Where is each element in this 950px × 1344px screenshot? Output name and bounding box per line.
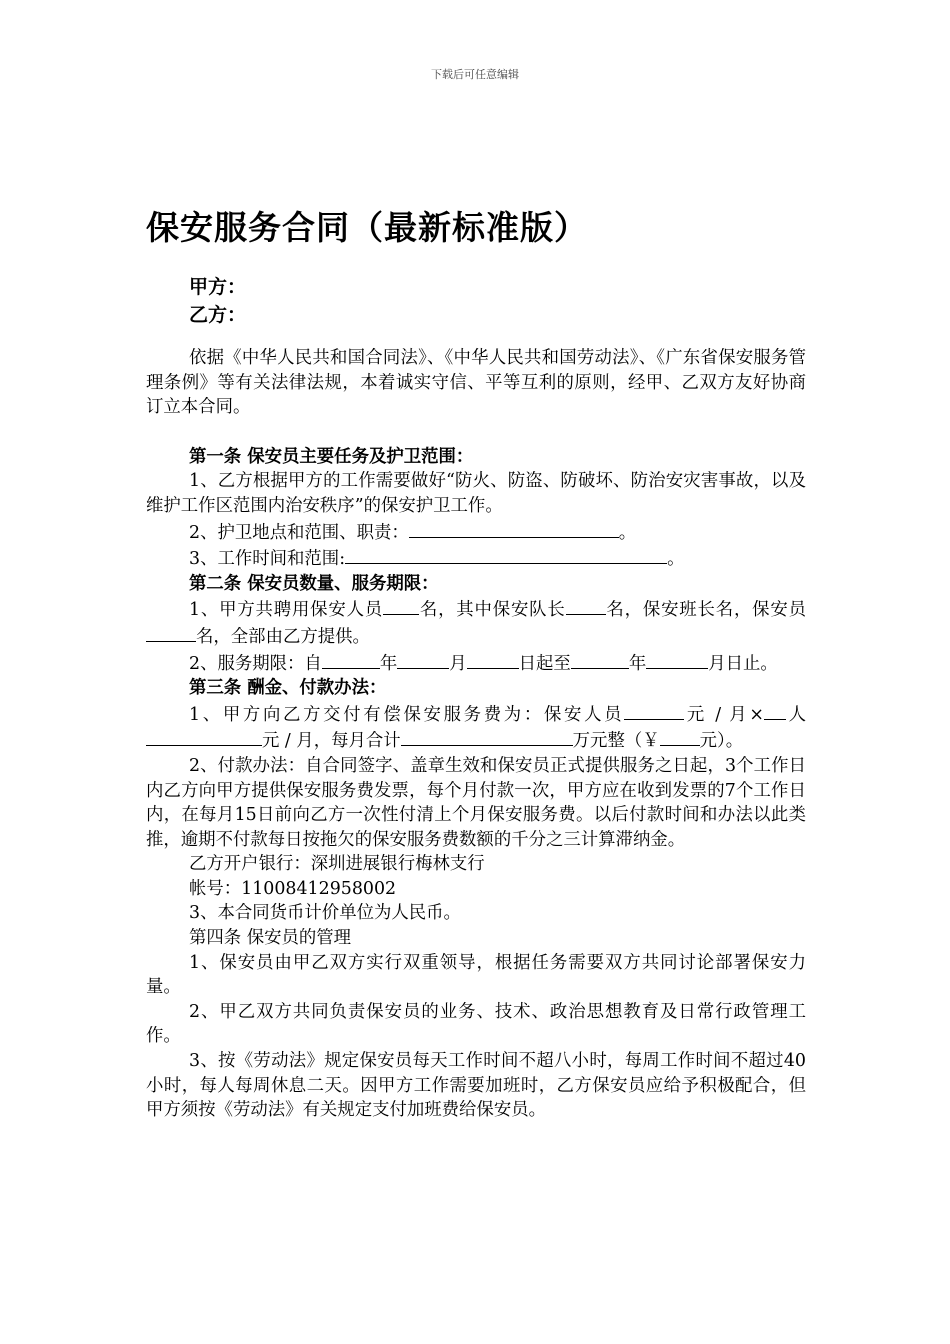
article2-item1: 1、甲方共聘用保安人员 名，其中保安队长 名，保安班长名，保安员名，全部由乙方提供。 — [146, 596, 806, 649]
article3-item2: 2、付款办法：自合同签字、盖章生效和保安员正式提供服务之日起，3个工作日内乙方向甲方提供保安服务费发票，每个月付款一次，甲方应在收到发票的7个工作日内，在每月15日前向乙方一次性付清上个月保安服务费。以后付款时间和办法以此类推，逾期不付款每日按拖欠的保安服务费数额的千分之三计算滞纳金。 — [146, 755, 806, 850]
contract-body — [146, 346, 806, 1123]
header-note: 下载后可任意编辑 — [431, 68, 519, 81]
blank-line — [409, 519, 619, 538]
article1-item3: 3、工作时间和范围: 。 — [146, 545, 806, 572]
article1-item2: 2、护卫地点和范围、职责： 。 — [146, 519, 806, 546]
article3-heading: 第三条 酬金、付款办法： — [189, 678, 387, 699]
article4-item1: 1、保安员由甲乙双方实行双重领导，根据任务需要双方共同讨论部署保安力量。 — [146, 952, 806, 998]
article2-item2: 2、服务期限：自 年 月 日起至 年 月日止。 — [146, 650, 806, 677]
article4-heading: 第四条 保安员的管理 — [189, 928, 352, 949]
bank-info: 乙方开户银行：深圳进展银行梅林支行 — [189, 854, 485, 875]
preamble: 依据《中华人民共和国合同法》、《中华人民共和国劳动法》、《广东省保安服务管理条例》等有关法律法规，本着诚实守信、平等互利的原则，经甲、乙双方友好协商订立本合同。 — [146, 348, 806, 418]
blank-line — [345, 545, 667, 564]
article3-item3: 3、本合同货币计价单位为人民币。 — [189, 903, 461, 924]
party-b-label: 乙方： — [189, 304, 247, 326]
party-a-label: 甲方： — [189, 276, 247, 298]
document-title: 保安服务合同（最新标准版） — [146, 208, 588, 247]
account-number: 帐号：11008412958002 — [189, 878, 397, 899]
article1-heading: 第一条 保安员主要任务及护卫范围： — [189, 446, 474, 467]
article2-heading: 第二条 保安员数量、服务期限： — [189, 573, 439, 594]
article3-item1: 1、甲方向乙方交付有偿保安服务费为：保安人员 元 / 月× 人元 / 月，每月合计 万元整（￥ 元）。 — [146, 701, 806, 754]
article1-item1: 1、乙方根据甲方的工作需要做好“防火、防盗、防破坏、防治安灾害事故，以及维护工作区范围内治安秩序”的保安护卫工作。 — [146, 471, 806, 516]
article4-item3: 3、按《劳动法》规定保安员每天工作时间不超八小时，每周工作时间不超过40小时，每人每周休息二天。因甲方工作需要加班时，乙方保安员应给予积极配合，但甲方须按《劳动法》有关规定支付加班费给保安员。 — [146, 1051, 806, 1121]
article4-item2: 2、甲乙双方共同负责保安员的业务、技术、政治思想教育及日常行政管理工作。 — [146, 1001, 806, 1047]
